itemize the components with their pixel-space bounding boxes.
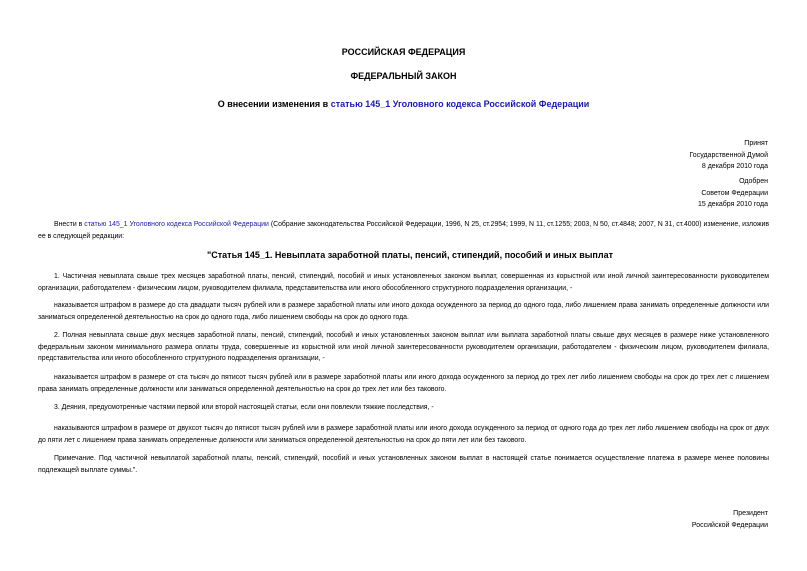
- signature-body: Российской Федерации: [691, 521, 768, 529]
- paragraph-part-3: 3. Деяния, предусмотренные частями первой или второй настоящей статьи, если они повлекли тяжкие последствия, -: [54, 404, 434, 411]
- paragraph-part-1: 1. Частичная невыплата свыше трех месяцев заработной платы, пенсий, стипендий, пособий и иных установленных законом выплат, совершенная из корыстной или иной личной заинтересованности руководителем организации, работодателем - физическим лицом, руководителем филиала, представительства или иного обособленного структурного подразделения организации, -: [38, 273, 769, 292]
- intro-suffix: (Собрание законодательства Российской Федерации, 1996, N 25, ст.2954; 1999, N 11, ст.1255; 2003, N 50, ст.4848; 2007, N 31, ст.4000) изменение, изложив ее в следующей редакции:: [38, 221, 769, 240]
- law-type-heading: ФЕДЕРАЛЬНЫЙ ЗАКОН: [350, 71, 457, 81]
- law-title-link[interactable]: статью 145_1 Уголовного кодекса Российской Федерации: [330, 99, 590, 109]
- paragraph-part-2: 2. Полная невыплата свыше двух месяцев заработной платы, пенсий, стипендий, пособий и иных установленных законом выплат или выплата заработной платы свыше двух месяцев в размере ниже установленного федеральным законом минимального размера оплаты труда, совершенные из корыстной или иной личной заинтересованности руководителем организации, работодателем - физическим лицом, руководителем филиала, представительства или иного обособленного структурного подразделения организации, -: [38, 332, 769, 362]
- signature-title: Президент: [733, 510, 768, 517]
- duma-body-label: Государственной Думой: [689, 151, 768, 159]
- duma-adopted-label: Принят: [744, 140, 768, 147]
- law-title-prefix: О внесении изменения в: [217, 99, 331, 109]
- duma-date: 8 декабря 2010 года: [701, 163, 768, 170]
- paragraph-penalty-1: наказывается штрафом в размере до ста двадцати тысяч рублей или в размере заработной платы или иного дохода осужденного за период до одного года, либо лишением права занимать определенные должности или заниматься определенной деятельностью на срок до одного года, либо лишением свободы на срок до одного года.: [38, 302, 769, 321]
- paragraph-note: Примечание. Под частичной невыплатой заработной платы, пенсий, стипендий, пособий и иных установленных законом выплат в настоящей статье понимается осуществление платежа в размере менее половины подлежащей выплате суммы.".: [38, 455, 769, 474]
- duma-adoption-block: [689, 138, 768, 173]
- council-body-label: Советом Федерации: [701, 189, 768, 197]
- intro-paragraph: [38, 219, 769, 242]
- country-heading: РОССИЙСКАЯ ФЕДЕРАЦИЯ: [341, 47, 466, 57]
- paragraph-penalty-2: наказывается штрафом в размере от ста тысяч до пятисот тысяч рублей или в размере заработной платы или иного дохода осужденного за период до трех лет либо лишением свободы на срок до трех лет с лишением права занимать определенные должности или заниматься определенной деятельностью на срок до трех лет или без такового.: [38, 374, 769, 393]
- council-date: 15 декабря 2010 года: [697, 201, 768, 208]
- council-approval-block: [698, 176, 768, 211]
- law-title: [0, 99, 807, 110]
- article-title: "Статья 145_1. Невыплата заработной платы, пенсий, стипендий, пособий и иных выплат: [207, 250, 613, 260]
- paragraph-penalty-3: наказываются штрафом в размере от двухсот тысяч до пятисот тысяч рублей или в размере заработной платы или иного дохода осужденного за период от одного года до трех лет либо лишением свободы на срок от двух до пяти лет с лишением права занимать определенные должности или заниматься определенной деятельностью на срок до пяти лет или без такового.: [38, 425, 769, 444]
- council-approved-label: Одобрен: [739, 178, 768, 185]
- intro-article-link[interactable]: статью 145_1 Уголовного кодекса Российской Федерации: [84, 221, 269, 228]
- intro-prefix: Внести в: [54, 221, 85, 228]
- signature-block: [692, 508, 768, 531]
